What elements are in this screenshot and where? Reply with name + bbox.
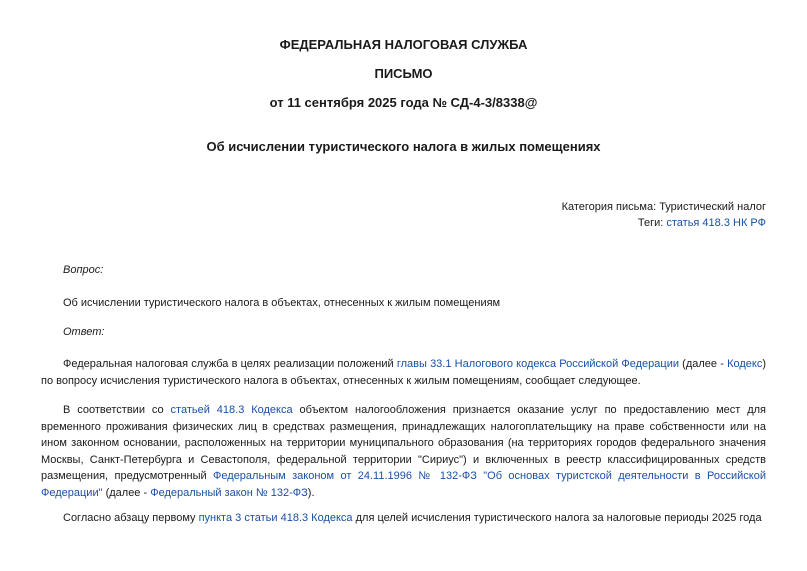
text-segment: ) по вопросу исчисления туристического налога в объектах, отнесенных к жилым помещениям, сообщает следующее. — [41, 358, 766, 387]
link-kodeks[interactable]: Кодекс — [727, 358, 763, 370]
text-segment: В соответствии со — [63, 404, 171, 416]
answer-paragraph-1 — [41, 356, 766, 389]
document-number: от 11 сентября 2025 года № СД-4-3/8338@ — [269, 95, 538, 110]
link-article-418-3[interactable]: статьей 418.3 Кодекса — [170, 404, 293, 416]
link-point-3-article-418-3[interactable]: пункта 3 статьи 418.3 Кодекса — [198, 512, 353, 524]
category-label: Категория письма: — [561, 201, 657, 213]
link-federal-law-132[interactable]: Федеральным законом от 24.11.1996 № 132-ФЗ "Об основах туристской деятельности в Российской Федерации" — [41, 470, 766, 499]
text-segment: для целей исчисления туристического налога за налоговые периоды 2025 года — [352, 512, 762, 524]
tags-label: Теги: — [637, 217, 664, 229]
link-federal-law-132-short[interactable]: Федеральный закон № 132-ФЗ — [150, 486, 308, 499]
text-segment: (далее - — [679, 358, 728, 370]
document-type: ПИСЬМО — [374, 66, 433, 81]
text-segment: Согласно абзацу первому — [63, 512, 199, 524]
question-label: Вопрос: — [63, 264, 104, 276]
text-segment: Федеральная налоговая служба в целях реализации положений — [63, 358, 397, 370]
letter-category — [562, 201, 766, 213]
letter-tags — [638, 217, 766, 229]
tag-link-article-418-3[interactable]: статья 418.3 НК РФ — [666, 217, 766, 229]
answer-label: Ответ: — [63, 326, 105, 338]
text-segment: ). — [307, 486, 315, 499]
answer-paragraph-2 — [41, 402, 766, 502]
question-text: Об исчислении туристического налога в объектах, отнесенных к жилым помещениям — [63, 297, 501, 309]
text-segment: объектом налогообложения признается оказание услуг по предоставлению мест для временного проживания физических лиц в средствах размещения, принадлежащих налогоплательщику на праве собственности или на ином законном основании, расположенных на территории муниципального образования (на территориях городов федерального значения Москвы, Санкт-Петербурга и Севастополя, федеральной территории "Сириус") и включенных в реестр классифицированных средств размещения, предусмотренный — [41, 404, 767, 483]
answer-paragraph-3 — [41, 510, 766, 527]
text-segment: (далее - — [102, 486, 151, 499]
document-subject: Об исчислении туристического налога в жилых помещениях — [206, 139, 601, 154]
category-value: Туристический налог — [659, 201, 766, 213]
agency-title: ФЕДЕРАЛЬНАЯ НАЛОГОВАЯ СЛУЖБА — [279, 37, 528, 52]
link-chapter-33-1[interactable]: главы 33.1 Налогового кодекса Российской Федерации — [396, 358, 679, 370]
